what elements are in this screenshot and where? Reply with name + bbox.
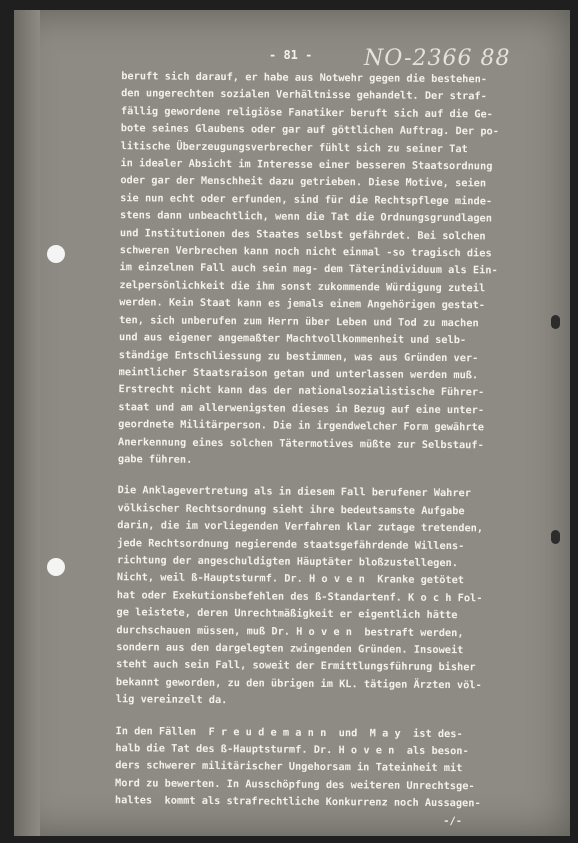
text-line: richtung der angeschuldigten Häuptäter bloßzustellegen. [116,554,459,570]
text-line: ders schwerer militärischer Ungehorsam in Tateinheit mit [115,759,463,775]
text-line: halb die Tat des ß-Hauptsturmf. Dr. H o v e n als beson- [115,742,469,758]
punch-hole-bottom [47,558,65,576]
text-line: -/- [114,811,462,827]
text-line: litische Überzeugungsverbrecher fühlt sich zu seiner Tat [120,139,468,155]
text-line: beruft sich darauf, er habe aus Notwehr gegen die bestehen- [121,70,488,86]
text-line: haltes kommt als strafrechtliche Konkurrenz noch Aussagen- [114,794,481,810]
text-line: sie nun echt oder erfunden, sind für die Rechtspflege minde- [120,192,493,208]
text-line: ständige Entschliessung zu bestimmen, was aus Gründen ver- [118,348,479,364]
text-line: bekannt geworden, zu den übrigen im KL. tätigen Ärzten völ- [115,675,482,692]
punch-hole-top [47,245,65,263]
text-line: bote seines Glaubens oder gar auf göttlichen Auftrag. Der po- [120,122,499,138]
text-line: Die Anklagevertretung als in diesem Fall berufener Wahrer [117,484,472,500]
document-body [115,68,542,831]
text-line: gabe führen. [117,453,193,466]
text-line: zelpersönlichkeit die ihm sonst zukommende Würdigung zuteil [119,279,486,295]
text-line: meintlicher Staatsraison getan und unterlassen werden muß. [118,366,479,382]
text-line: hat oder Exekutionsbefehlen des ß-Standartenf. K o c h Fol- [116,588,483,605]
text-line: geordnete Militärperson. Die in irgendwelcher Form gewährte [118,418,485,434]
text-line: steht auch sein Fall, soweit der Ermittlungsführung bisher [116,658,476,674]
text-line: stens dann unbeachtlich, wenn die Tat die Ordnungsgrundlagen [119,209,493,225]
binder-notch [551,315,560,329]
text-line: den ungerechten sozialen Verhältnisse gehandelt. Der straf- [121,87,487,103]
document-page [14,10,570,836]
text-line: durchschauen müssen, muß Dr. H o v e n bestraft werden, [116,623,464,639]
text-line: und Institutionen des Staates selbst gefährdet. Bei solchen [119,226,486,243]
text-line: Erstrecht nicht kann das der nationalsozialistische Führer- [118,383,485,399]
text-line: jede Rechtsordnung negierende staatsgefährdende Willens- [117,536,465,552]
text-line: in idealer Absicht im Interesse einer besseren Staatsordnung [120,157,493,173]
text-line: sondern aus den dargelegten zwingenden Gründen. Insoweit [116,641,464,657]
text-line: lig vereinzelt da. [115,693,228,707]
text-line: In den Fällen F r e u d e m a n n und M a y ist des- [115,724,463,740]
text-line: völkischer Rechtsordnung sieht ihre bedeutsamste Aufgabe [117,501,465,517]
text-line: im einzelnen Fall auch sein mag- dem Täterindividuum als Ein- [119,261,498,277]
text-line: darin, die im vorliegenden Verfahren klar zutage tretenden, [117,519,484,535]
text-line: Anerkennung eines solchen Tätermotives müßte zur Selbstauf- [118,435,484,451]
binder-notch [551,530,560,544]
page-shadow-edge [14,10,40,836]
text-line: Mord zu bewerten. In Ausschöpfung des weiteren Unrechtsge- [115,776,475,793]
text-line: ten, sich unberufen zum Herrn über Leben und Tod zu machen [119,313,479,329]
text-line: und aus eigener angemaßter Machtvollkommenheit und selb- [118,331,467,347]
text-line: schweren Verbrechen kann noch nicht einmal -so tragisch dies [119,244,492,260]
text-line: Nicht, weil ß-Hauptsturmf. Dr. H o v e n Kranke getötet [116,571,465,587]
text-line: staat und am allerwenigsten dieses in Bezug auf eine unter- [118,400,485,417]
text-line: werden. Kein Staat kann es jemals einem Angehörigen gestat- [119,296,486,312]
text-line: fällig gewordene religiöse Fanatiker beruft sich auf die Ge- [120,104,493,121]
archive-stamp: NO-2366 88 [364,46,511,71]
text-line: oder gar der Menschheit dazu getrieben. Diese Motive, seien [120,174,487,190]
text-line: ge leistete, deren Unrechtmäßigkeit er eigentlich hätte [116,606,458,622]
page-number: - 81 - [269,48,313,62]
